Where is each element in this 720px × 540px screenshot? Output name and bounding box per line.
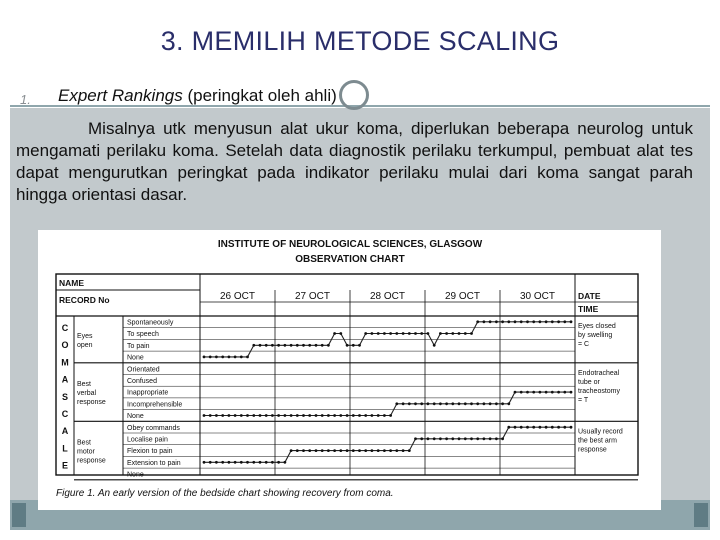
- motor-trace-point: [315, 449, 318, 452]
- eyes-trace-point: [302, 344, 305, 347]
- eyes-trace-point: [402, 332, 405, 335]
- motor-trace-point: [203, 461, 206, 464]
- verbal-trace-point: [539, 391, 542, 394]
- option-label: Incomprehensible: [127, 401, 183, 409]
- verbal-trace-point: [321, 414, 324, 417]
- option-label: To pain: [127, 342, 150, 350]
- motor-trace-point: [389, 449, 392, 452]
- motor-trace-point: [470, 437, 473, 440]
- verbal-trace-point: [551, 391, 554, 394]
- eyes-trace-point: [315, 344, 318, 347]
- eyes-trace-point: [439, 332, 442, 335]
- coma-letter: C: [61, 323, 69, 333]
- motor-trace-point: [339, 449, 342, 452]
- motor-trace-point: [234, 461, 237, 464]
- eyes-trace-point: [483, 320, 486, 323]
- eyes-trace-point: [570, 320, 573, 323]
- motor-trace-point: [228, 461, 231, 464]
- name-label: NAME: [59, 278, 85, 288]
- eyes-trace-point: [246, 356, 249, 359]
- motor-trace-point: [414, 437, 417, 440]
- eyes-trace-point: [277, 344, 280, 347]
- verbal-trace-point: [464, 402, 467, 405]
- motor-trace-point: [507, 426, 510, 429]
- eyes-trace-point: [458, 332, 461, 335]
- date-header: 29 OCT: [444, 291, 481, 302]
- coma-letter: O: [61, 340, 69, 351]
- eyes-trace-point: [470, 332, 473, 335]
- verbal-trace-point: [402, 402, 405, 405]
- verbal-trace-point: [296, 414, 299, 417]
- verbal-trace-point: [470, 402, 473, 405]
- verbal-trace-point: [302, 414, 305, 417]
- group-label: motor: [77, 448, 95, 456]
- eyes-trace-point: [228, 356, 231, 359]
- motor-trace-point: [445, 437, 448, 440]
- verbal-trace-point: [495, 402, 498, 405]
- note-text: Usually record: [578, 428, 623, 436]
- eyes-trace-point: [507, 320, 510, 323]
- eyes-trace-point: [520, 320, 523, 323]
- verbal-trace-point: [265, 414, 268, 417]
- option-label: None: [127, 413, 144, 421]
- motor-trace-point: [296, 449, 299, 452]
- motor-trace-point: [495, 437, 498, 440]
- eyes-trace-point: [290, 344, 293, 347]
- option-label: Spontaneously: [127, 319, 174, 327]
- eyes-trace-point: [215, 356, 218, 359]
- group-label: Best: [77, 439, 92, 447]
- chart-subheader: OBSERVATION CHART: [295, 254, 405, 265]
- motor-trace-point: [458, 437, 461, 440]
- eyes-trace-point: [420, 332, 423, 335]
- motor-trace-point: [383, 449, 386, 452]
- eyes-trace-point: [476, 320, 479, 323]
- verbal-trace-point: [234, 414, 237, 417]
- verbal-trace-point: [414, 402, 417, 405]
- motor-trace-point: [333, 449, 336, 452]
- eyes-trace-point: [389, 332, 392, 335]
- option-label: To speech: [127, 331, 159, 339]
- motor-trace-point: [377, 449, 380, 452]
- eyes-trace-point: [532, 320, 535, 323]
- eyes-trace-point: [339, 332, 342, 335]
- motor-trace-point: [570, 426, 573, 429]
- eyes-trace-point: [221, 356, 224, 359]
- option-label: None: [127, 354, 144, 362]
- eyes-trace-point: [445, 332, 448, 335]
- coma-letter: M: [61, 357, 69, 368]
- option-label: Orientated: [127, 366, 160, 374]
- coma-letter: A: [61, 426, 69, 437]
- motor-trace-point: [520, 426, 523, 429]
- verbal-trace-point: [427, 402, 430, 405]
- eyes-trace-point: [451, 332, 454, 335]
- motor-trace-point: [395, 449, 398, 452]
- group-label: Eyes: [77, 332, 93, 340]
- verbal-trace: [204, 392, 571, 415]
- date-header: 28 OCT: [369, 291, 406, 302]
- observation-chart-figure: [38, 230, 661, 510]
- observation-chart: [38, 230, 661, 510]
- motor-trace-point: [221, 461, 224, 464]
- option-label: Extension to pain: [127, 459, 181, 467]
- eyes-trace-point: [526, 320, 529, 323]
- option-label: Localise pain: [127, 436, 168, 444]
- motor-trace-point: [215, 461, 218, 464]
- verbal-trace-point: [570, 391, 573, 394]
- motor-trace-point: [563, 426, 566, 429]
- option-label: Inappropriate: [127, 389, 169, 397]
- verbal-trace-point: [489, 402, 492, 405]
- eyes-trace-point: [563, 320, 566, 323]
- verbal-trace-point: [445, 402, 448, 405]
- eyes-trace-point: [433, 344, 436, 347]
- verbal-trace-point: [383, 414, 386, 417]
- verbal-trace-point: [483, 402, 486, 405]
- verbal-trace-point: [240, 414, 243, 417]
- motor-trace-point: [290, 449, 293, 452]
- motor-trace-point: [489, 437, 492, 440]
- verbal-trace-point: [252, 414, 255, 417]
- motor-trace-point: [308, 449, 311, 452]
- eyes-trace-point: [383, 332, 386, 335]
- eyes-trace-point: [551, 320, 554, 323]
- verbal-trace-point: [346, 414, 349, 417]
- footer-square-left: [12, 503, 26, 527]
- verbal-trace-point: [563, 391, 566, 394]
- coma-letter: S: [61, 391, 69, 402]
- eyes-trace-point: [346, 344, 349, 347]
- date-header: 26 OCT: [219, 291, 256, 302]
- eyes-trace-point: [252, 344, 255, 347]
- eyes-trace-point: [203, 356, 206, 359]
- motor-trace-point: [284, 461, 287, 464]
- verbal-trace-point: [246, 414, 249, 417]
- group-label: open: [77, 341, 93, 349]
- verbal-trace-point: [557, 391, 560, 394]
- motor-trace-point: [364, 449, 367, 452]
- verbal-trace-point: [215, 414, 218, 417]
- motor-trace-point: [271, 461, 274, 464]
- verbal-trace-point: [526, 391, 529, 394]
- verbal-trace-point: [290, 414, 293, 417]
- note-text: by swelling: [578, 332, 613, 339]
- motor-trace-point: [476, 437, 479, 440]
- verbal-trace-point: [451, 402, 454, 405]
- motor-trace-point: [402, 449, 405, 452]
- verbal-trace-point: [364, 414, 367, 417]
- verbal-trace-point: [228, 414, 231, 417]
- motor-trace-point: [545, 426, 548, 429]
- motor-trace-point: [420, 437, 423, 440]
- eyes-trace-point: [377, 332, 380, 335]
- coma-letter: C: [61, 409, 69, 419]
- group-label: verbal: [77, 390, 97, 398]
- verbal-trace-point: [501, 402, 504, 405]
- eyes-trace-point: [545, 320, 548, 323]
- eyes-trace-point: [489, 320, 492, 323]
- eyes-trace-point: [371, 332, 374, 335]
- heading-gloss: (peringkat oleh ahli): [182, 86, 337, 105]
- verbal-trace-point: [395, 402, 398, 405]
- motor-trace-point: [302, 449, 305, 452]
- eyes-trace-point: [358, 344, 361, 347]
- footer-square-right: [694, 503, 708, 527]
- verbal-trace-point: [476, 402, 479, 405]
- decorative-ring: [339, 80, 369, 110]
- motor-trace-point: [483, 437, 486, 440]
- motor-trace-point: [557, 426, 560, 429]
- date-header: 30 OCT: [519, 291, 556, 302]
- time-label: TIME: [578, 304, 599, 314]
- verbal-trace-point: [315, 414, 318, 417]
- eyes-trace-point: [495, 320, 498, 323]
- chart-header: INSTITUTE OF NEUROLOGICAL SCIENCES, GLASGOW: [217, 239, 483, 250]
- verbal-trace-point: [433, 402, 436, 405]
- motor-trace-point: [433, 437, 436, 440]
- note-text: the best arm: [578, 437, 617, 445]
- motor-trace-point: [439, 437, 442, 440]
- verbal-trace-point: [545, 391, 548, 394]
- verbal-trace-point: [377, 414, 380, 417]
- verbal-trace-point: [532, 391, 535, 394]
- list-number: 1.: [20, 92, 31, 107]
- motor-trace-point: [539, 426, 542, 429]
- option-label: Obey commands: [127, 424, 180, 432]
- motor-trace-point: [358, 449, 361, 452]
- eyes-trace-point: [271, 344, 274, 347]
- motor-trace-point: [277, 461, 280, 464]
- motor-trace-point: [514, 426, 517, 429]
- coma-letter: E: [61, 460, 69, 471]
- eyes-trace-point: [296, 344, 299, 347]
- motor-trace-point: [321, 449, 324, 452]
- body-paragraph: [16, 118, 693, 206]
- heading-term: Expert Rankings: [58, 86, 183, 105]
- motor-trace-point: [464, 437, 467, 440]
- eyes-trace-point: [352, 344, 355, 347]
- verbal-trace-point: [408, 402, 411, 405]
- verbal-trace-point: [507, 402, 510, 405]
- motor-trace-point: [551, 426, 554, 429]
- section-heading: [58, 86, 337, 106]
- verbal-trace-point: [371, 414, 374, 417]
- eyes-trace-point: [539, 320, 542, 323]
- verbal-trace-point: [284, 414, 287, 417]
- option-label: Flexion to pain: [127, 448, 173, 456]
- date-label: DATE: [578, 291, 601, 301]
- eyes-trace-point: [321, 344, 324, 347]
- verbal-trace-point: [271, 414, 274, 417]
- eyes-trace-point: [557, 320, 560, 323]
- motor-trace-point: [526, 426, 529, 429]
- eyes-trace-point: [464, 332, 467, 335]
- note-text: Endotracheal: [578, 369, 620, 377]
- eyes-trace-point: [308, 344, 311, 347]
- group-label: response: [77, 457, 106, 465]
- motor-trace-point: [259, 461, 262, 464]
- verbal-trace-point: [514, 391, 517, 394]
- eyes-trace-point: [284, 344, 287, 347]
- eyes-trace-point: [395, 332, 398, 335]
- motor-trace-point: [209, 461, 212, 464]
- verbal-trace-point: [358, 414, 361, 417]
- verbal-trace-point: [308, 414, 311, 417]
- eyes-trace-point: [514, 320, 517, 323]
- verbal-trace-point: [420, 402, 423, 405]
- note-text: response: [578, 446, 607, 454]
- eyes-trace-point: [427, 332, 430, 335]
- motor-trace-point: [246, 461, 249, 464]
- date-header: 27 OCT: [294, 291, 331, 302]
- eyes-trace-point: [333, 332, 336, 335]
- verbal-trace-point: [333, 414, 336, 417]
- motor-trace-point: [408, 449, 411, 452]
- verbal-trace-point: [389, 414, 392, 417]
- verbal-trace-point: [203, 414, 206, 417]
- motor-trace-point: [240, 461, 243, 464]
- verbal-trace-point: [520, 391, 523, 394]
- option-label: None: [127, 471, 144, 479]
- verbal-trace-point: [277, 414, 280, 417]
- eyes-trace-point: [364, 332, 367, 335]
- eyes-trace-point: [327, 344, 330, 347]
- note-text: Eyes closed: [578, 323, 616, 330]
- motor-trace-point: [252, 461, 255, 464]
- eyes-trace-point: [265, 344, 268, 347]
- verbal-trace-point: [439, 402, 442, 405]
- motor-trace-point: [371, 449, 374, 452]
- eyes-trace-point: [408, 332, 411, 335]
- slide-title: 3. MEMILIH METODE SCALING: [160, 26, 560, 56]
- verbal-trace-point: [259, 414, 262, 417]
- verbal-trace-point: [458, 402, 461, 405]
- group-label: response: [77, 399, 106, 407]
- eyes-trace-point: [240, 356, 243, 359]
- eyes-trace-point: [209, 356, 212, 359]
- paragraph-text: Misalnya utk menyusun alat ukur koma, diperlukan beberapa neurolog untuk mengamati perilaku koma. Setelah data diagnostik perilaku terkumpul, pembuat alat tes dapat mengurutkan peringkat pada indikator perilaku mulai dari koma sangat parah hingga orientasi dasar.: [16, 119, 693, 204]
- note-text: = T: [578, 396, 589, 404]
- note-text: = C: [578, 341, 590, 348]
- motor-trace-point: [327, 449, 330, 452]
- eyes-trace-point: [414, 332, 417, 335]
- coma-letter: A: [61, 374, 69, 385]
- motor-trace-point: [427, 437, 430, 440]
- motor-trace-point: [352, 449, 355, 452]
- eyes-trace-point: [259, 344, 262, 347]
- verbal-trace-point: [209, 414, 212, 417]
- verbal-trace-point: [221, 414, 224, 417]
- note-text: tube or: [578, 378, 600, 386]
- figure-caption: Figure 1. An early version of the bedside chart showing recovery from coma.: [56, 488, 394, 499]
- note-text: tracheostomy: [578, 387, 621, 395]
- record-label: RECORD No: [59, 295, 110, 305]
- motor-trace-point: [265, 461, 268, 464]
- option-label: Confused: [127, 378, 157, 385]
- motor-trace-point: [532, 426, 535, 429]
- verbal-trace-point: [339, 414, 342, 417]
- group-label: Best: [77, 381, 92, 389]
- motor-trace-point: [451, 437, 454, 440]
- verbal-trace-point: [327, 414, 330, 417]
- coma-letter: L: [62, 443, 68, 454]
- verbal-trace-point: [352, 414, 355, 417]
- eyes-trace-point: [234, 356, 237, 359]
- motor-trace-point: [501, 437, 504, 440]
- motor-trace-point: [346, 449, 349, 452]
- eyes-trace-point: [501, 320, 504, 323]
